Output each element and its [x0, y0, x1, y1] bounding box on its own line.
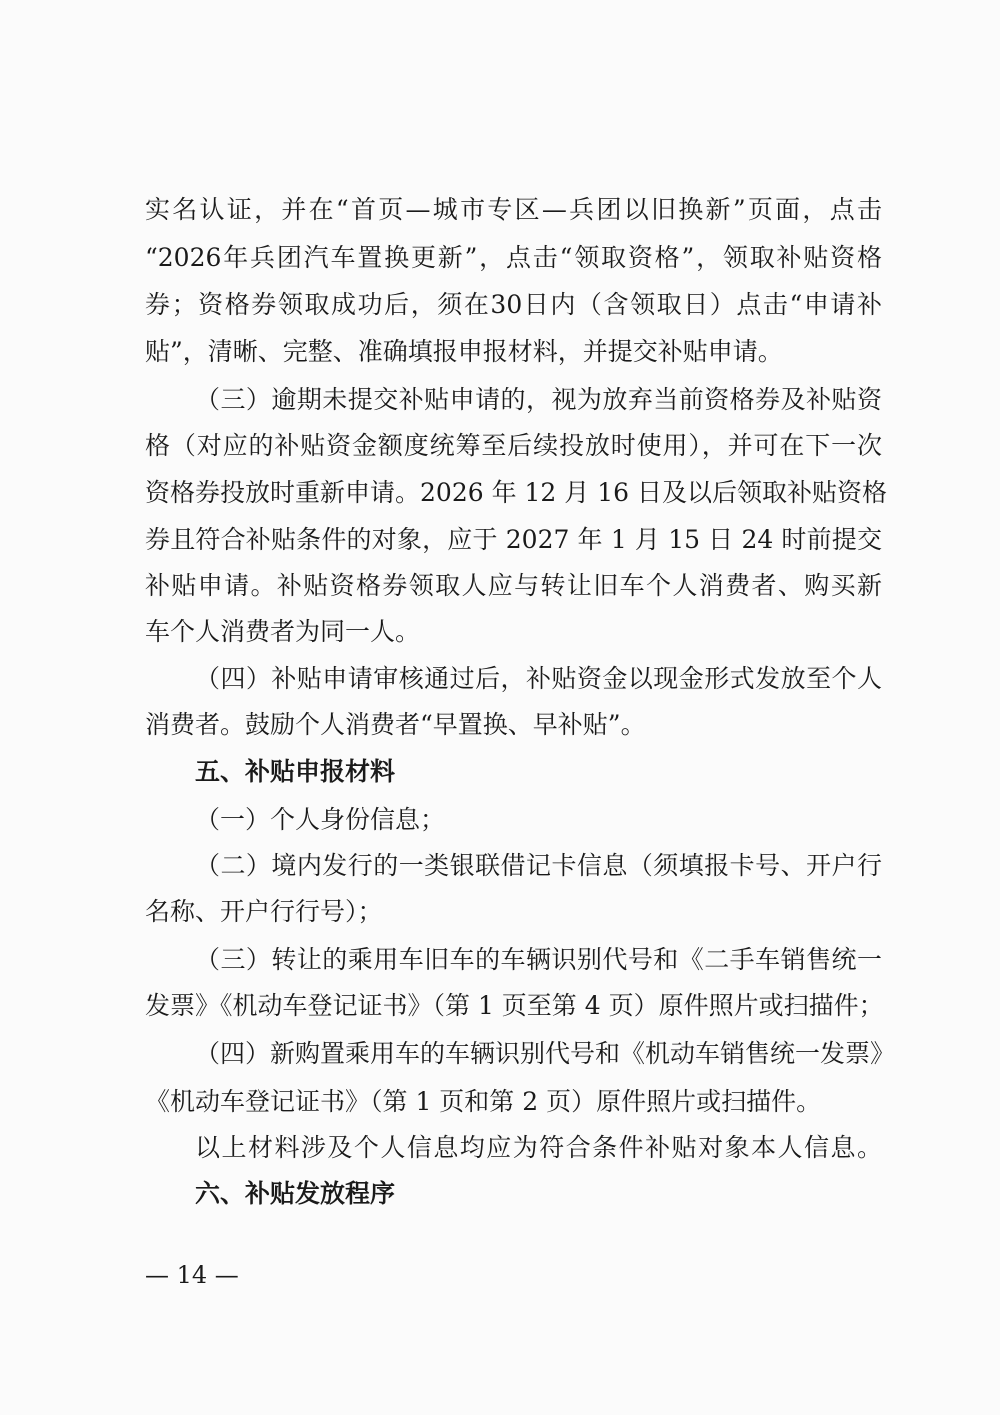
paragraph-line: 发票》《机动车登记证书》（第 1 页至第 4 页）原件照片或扫描件；	[145, 991, 884, 1020]
paragraph-line: 以上材料涉及个人信息均应为符合条件补贴对象本人信息。	[195, 1133, 882, 1162]
paragraph-line: （四）新购置乘用车的车辆识别代号和《机动车销售统一发票》	[195, 1039, 896, 1068]
paragraph-line: 消费者。鼓励个人消费者“早置换、早补贴”。	[145, 710, 646, 739]
section-heading: 五、补贴申报材料	[195, 757, 396, 786]
paragraph-line: 券且符合补贴条件的对象，应于 2027 年 1 月 15 日 24 时前提交	[145, 525, 882, 554]
paragraph-line: （四）补贴申请审核通过后，补贴资金以现金形式发放至个人	[195, 664, 882, 693]
paragraph-line: 名称、开户行行号）；	[145, 897, 383, 926]
paragraph-line: 补贴申请。补贴资格券领取人应与转让旧车个人消费者、购买新	[145, 571, 882, 600]
paragraph-line: 券；资格券领取成功后，须在30日内（含领取日）点击“申请补	[145, 290, 882, 319]
paragraph-line: （三）转让的乘用车旧车的车辆识别代号和《二手车销售统一	[195, 945, 882, 974]
paragraph-line: 《机动车登记证书》（第 1 页和第 2 页）原件照片或扫描件。	[145, 1087, 822, 1116]
paragraph-line: （三）逾期未提交补贴申请的，视为放弃当前资格券及补贴资	[195, 385, 882, 414]
section-heading: 六、补贴发放程序	[195, 1179, 396, 1208]
paragraph-line: 资格券投放时重新申请。2026 年 12 月 16 日及以后领取补贴资格	[145, 478, 887, 507]
paragraph-line: （二）境内发行的一类银联借记卡信息（须填报卡号、开户行	[195, 851, 882, 880]
paragraph-line: （一）个人身份信息；	[195, 805, 446, 834]
paragraph-line: 贴”，清晰、完整、准确填报申报材料，并提交补贴申请。	[145, 337, 783, 366]
paragraph-line: 车个人消费者为同一人。	[145, 617, 421, 646]
paragraph-line: “2026年兵团汽车置换更新”，点击“领取资格”，领取补贴资格	[145, 243, 882, 272]
paragraph-line: 实名认证，并在“首页—城市专区—兵团以旧换新”页面，点击	[145, 195, 882, 224]
paragraph-line: 格（对应的补贴资金额度统筹至后续投放时使用），并可在下一次	[145, 431, 882, 460]
page-number: — 14 —	[145, 1261, 239, 1289]
